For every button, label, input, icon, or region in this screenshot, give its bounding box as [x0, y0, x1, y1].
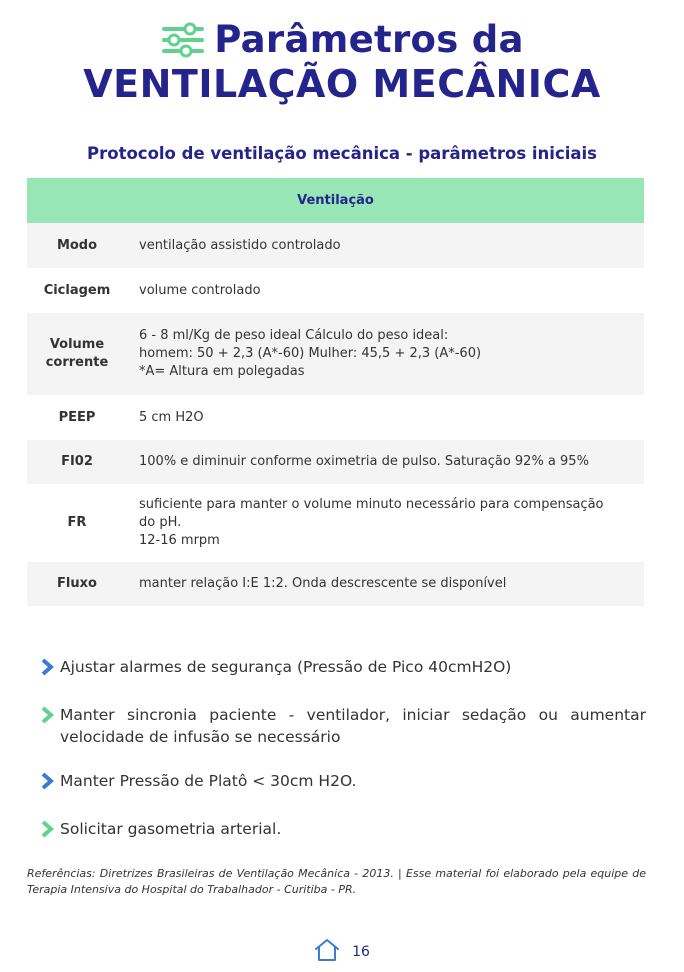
table-header: Ventilação [27, 178, 644, 223]
title-line-1 [0, 18, 684, 62]
list-item [40, 818, 646, 844]
row-value [127, 496, 644, 550]
row-value-line: 12-16 mrpm [139, 533, 220, 548]
page-header [0, 18, 684, 106]
chevron-right-icon [40, 770, 60, 796]
list-item-text: Solicitar gasometria arterial. [60, 820, 282, 838]
chevron-right-icon [40, 818, 60, 844]
row-value [127, 453, 644, 471]
table-row [27, 395, 644, 440]
home-icon[interactable] [314, 938, 340, 966]
recommendations-list [40, 656, 646, 844]
row-value-line: 5 cm H2O [139, 409, 204, 425]
table-row [27, 440, 644, 484]
chevron-right-icon [40, 704, 60, 730]
list-item-text: Manter sincronia paciente - ventilador, iniciar sedação ou aumentar velocidade de infusão se necessário [60, 706, 646, 746]
page-footer [0, 938, 684, 966]
list-item [40, 656, 646, 682]
sliders-icon [160, 22, 206, 58]
list-item [40, 770, 646, 796]
row-label: PEEP [58, 409, 96, 425]
title-text-line-2: VENTILAÇÃO MECÂNICA [83, 62, 601, 106]
row-value-line: homem: 50 + 2,3 (A*-60) Mulher: 45,5 + 2,3 (A*-60) [139, 346, 482, 361]
table-row [27, 484, 644, 562]
page-number: 16 [352, 944, 370, 960]
row-label: Modo [56, 237, 98, 253]
row-value-line: manter relação I:E 1:2. Onda descrescente se disponível [139, 576, 507, 591]
row-label: FI02 [61, 454, 93, 469]
row-value-line: 100% e diminuir conforme oximetria de pulso. Saturação 92% a 95% [139, 454, 589, 469]
row-value-line: suficiente para manter o volume minuto necessário para compensação [139, 497, 604, 512]
row-value [127, 409, 644, 427]
row-label: Ciclagem [43, 282, 111, 298]
references-note: Referências: Diretrizes Brasileiras de Ventilação Mecânica - 2013. | Esse material foi elaborado pela equipe de Terapia Intensiva do Hospital do Trabalhador - Curitiba - PR. [27, 867, 646, 896]
row-value-line: *A= Altura em polegadas [139, 364, 305, 379]
chevron-right-icon [40, 656, 60, 682]
row-value [127, 237, 644, 255]
row-value [127, 575, 644, 593]
table-row [27, 313, 644, 395]
table-row [27, 223, 644, 268]
row-value-line: 6 - 8 ml/Kg de peso ideal Cálculo do peso ideal: [139, 328, 449, 343]
title-text-line-1: Parâmetros da [214, 18, 524, 61]
list-item-text: Ajustar alarmes de segurança (Pressão de Pico 40cmH2O) [60, 658, 512, 676]
row-value [127, 327, 644, 381]
list-item-text: Manter Pressão de Platô < 30cm H2O. [60, 772, 357, 790]
row-value-line: do pH. [139, 515, 182, 530]
list-item [40, 704, 646, 748]
row-value [127, 282, 644, 300]
row-label: Volume corrente [45, 337, 109, 370]
table-row [27, 268, 644, 313]
section-subtitle: Protocolo de ventilação mecânica - parâmetros iniciais [87, 144, 597, 163]
row-label: FR [67, 515, 87, 530]
table-row [27, 562, 644, 606]
row-value-line: ventilação assistido controlado [139, 237, 341, 253]
row-value-line: volume controlado [139, 282, 261, 298]
parameters-table [27, 178, 644, 606]
row-label: Fluxo [57, 576, 97, 591]
